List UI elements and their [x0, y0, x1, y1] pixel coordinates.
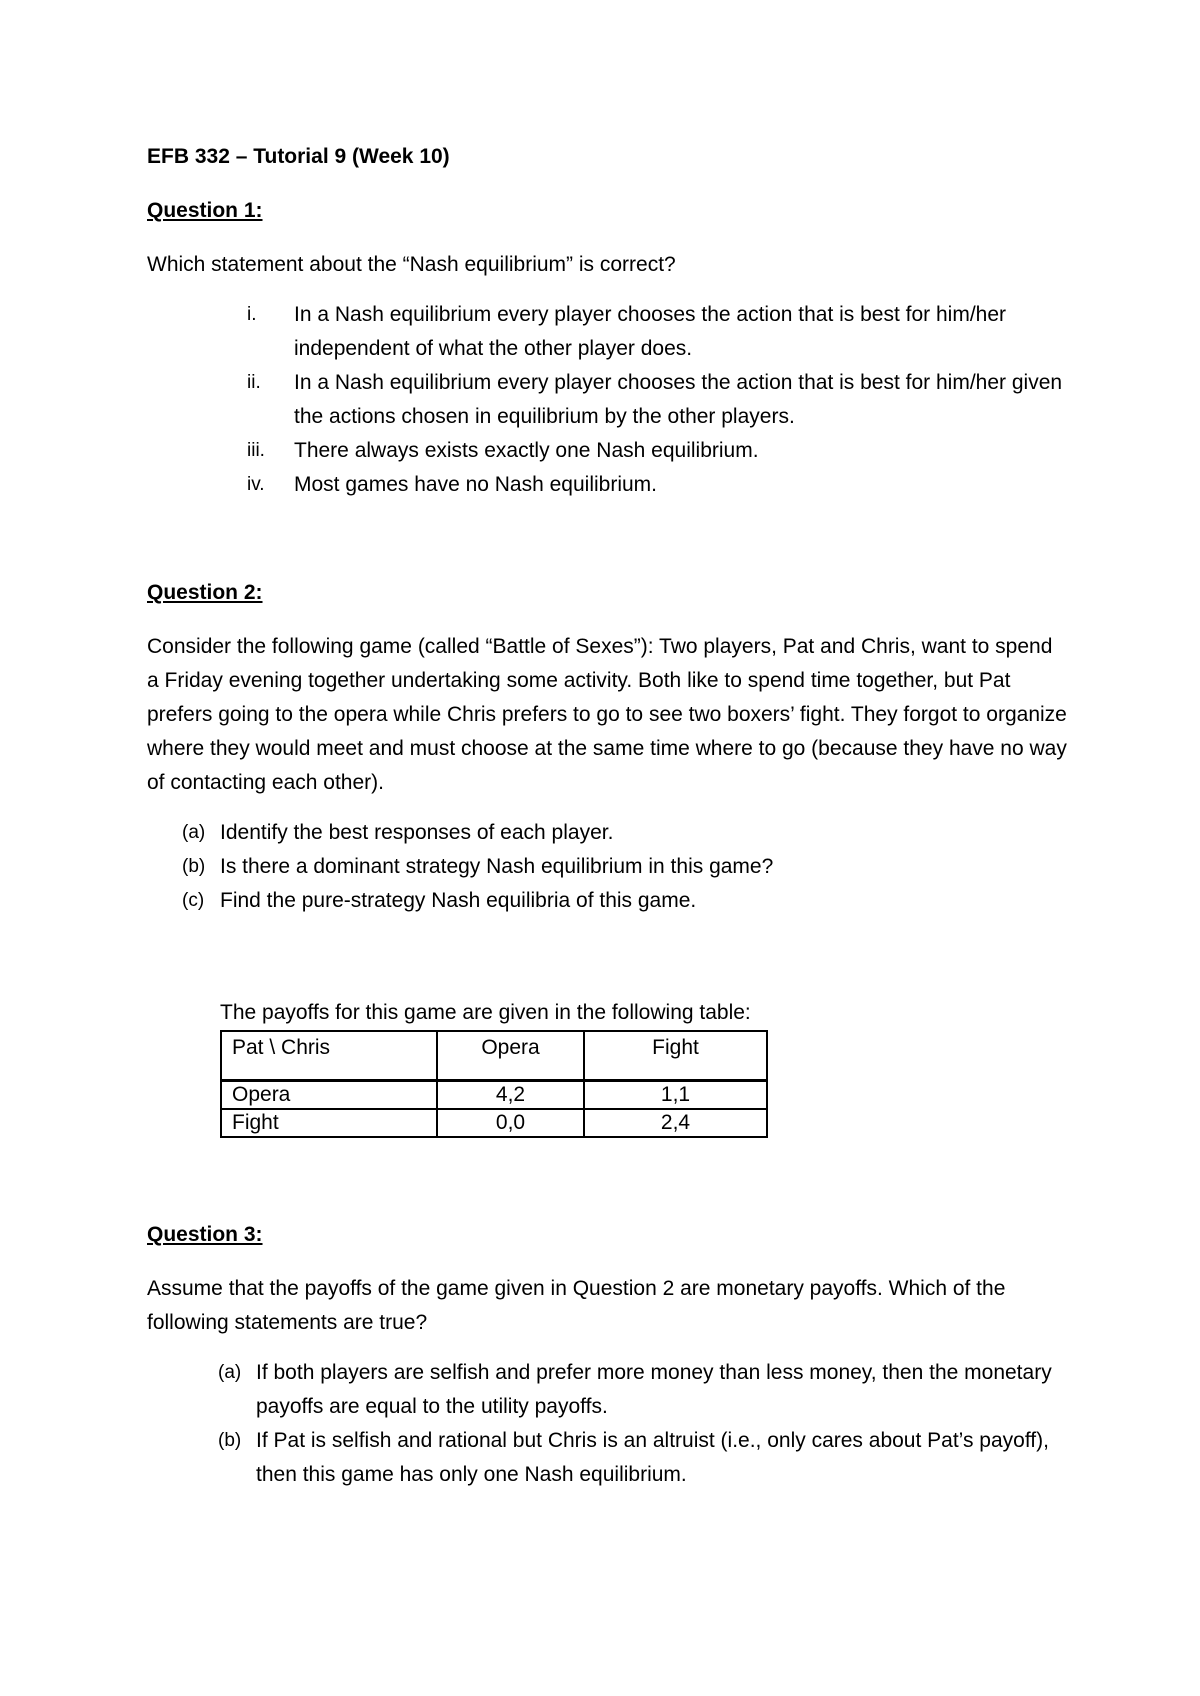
- option-item: [147, 434, 1067, 468]
- question-3-heading: Question 3:: [147, 1223, 263, 1246]
- option-item: [147, 298, 1067, 366]
- option-marker: iii.: [247, 440, 265, 461]
- question-1-prompt: Which statement about the “Nash equilibrium” is correct?: [147, 253, 676, 276]
- option-marker: i.: [247, 304, 257, 325]
- table-header-row: [221, 1031, 767, 1081]
- table-cell: Opera: [221, 1081, 437, 1110]
- part-marker: (a): [218, 1362, 242, 1383]
- table-cell: 2,4: [584, 1109, 767, 1137]
- question-3: [147, 1218, 1067, 1492]
- question-3-parts: [147, 1356, 1067, 1492]
- table-row: [221, 1081, 767, 1110]
- table-header-cell: Fight: [584, 1031, 767, 1081]
- table-cell: 1,1: [584, 1081, 767, 1110]
- option-text: There always exists exactly one Nash equilibrium.: [294, 439, 759, 462]
- question-1: [147, 194, 1067, 502]
- part-marker: (a): [182, 822, 206, 843]
- table-caption: The payoffs for this game are given in the following table:: [220, 1001, 751, 1024]
- table-cell: 4,2: [437, 1081, 584, 1110]
- table-header-cell: Pat \ Chris: [221, 1031, 437, 1081]
- option-text: In a Nash equilibrium every player chooses the action that is best for him/her independent of what the other player does.: [294, 303, 1007, 360]
- option-marker: ii.: [247, 372, 261, 393]
- part-text: If both players are selfish and prefer more money than less money, then the monetary payoffs are equal to the utility payoffs.: [256, 1361, 1052, 1418]
- document-page: [147, 140, 1067, 1492]
- option-marker: iv.: [247, 474, 265, 495]
- part-marker: (b): [182, 856, 206, 877]
- table-row: [221, 1109, 767, 1137]
- question-2: [147, 576, 1067, 1138]
- part-item: [147, 884, 1067, 918]
- option-item: [147, 468, 1067, 502]
- option-text: Most games have no Nash equilibrium.: [294, 473, 658, 496]
- part-text: Identify the best responses of each player.: [220, 821, 614, 844]
- part-text: If Pat is selfish and rational but Chris is an altruist (i.e., only cares about Pat’s payoff), then this game has only one Nash equilibrium.: [256, 1429, 1049, 1486]
- table-header-cell: Opera: [437, 1031, 584, 1081]
- payoff-table-block: [220, 996, 1067, 1138]
- question-2-heading: Question 2:: [147, 581, 263, 604]
- part-item: [147, 850, 1067, 884]
- question-3-paragraph: Assume that the payoffs of the game given in Question 2 are monetary payoffs. Which of the following statements are true?: [147, 1277, 1006, 1334]
- part-marker: (b): [218, 1430, 242, 1451]
- document-title: EFB 332 – Tutorial 9 (Week 10): [147, 145, 450, 168]
- table-cell: 0,0: [437, 1109, 584, 1137]
- table-cell: Fight: [221, 1109, 437, 1137]
- part-item: [147, 1424, 1067, 1492]
- option-item: [147, 366, 1067, 434]
- question-1-heading: Question 1:: [147, 199, 263, 222]
- question-2-paragraph: Consider the following game (called “Battle of Sexes”): Two players, Pat and Chris, want to spend a Friday evening together undertaking some activity. Both like to spend time together, but Pat prefers going to the opera while Chris prefers to go to see two boxers’ fight. They forgot to organize where they would meet and must choose at the same time where to go (because they have no way of contacting each other).: [147, 635, 1067, 794]
- question-1-options: [147, 298, 1067, 502]
- option-text: In a Nash equilibrium every player chooses the action that is best for him/her given the actions chosen in equilibrium by the other players.: [294, 371, 1063, 428]
- part-item: [147, 1356, 1067, 1424]
- part-text: Find the pure-strategy Nash equilibria of this game.: [220, 889, 697, 912]
- question-2-parts: [147, 816, 1067, 918]
- part-text: Is there a dominant strategy Nash equilibrium in this game?: [220, 855, 774, 878]
- payoff-table: [220, 1030, 768, 1138]
- part-item: [147, 816, 1067, 850]
- part-marker: (c): [182, 890, 205, 911]
